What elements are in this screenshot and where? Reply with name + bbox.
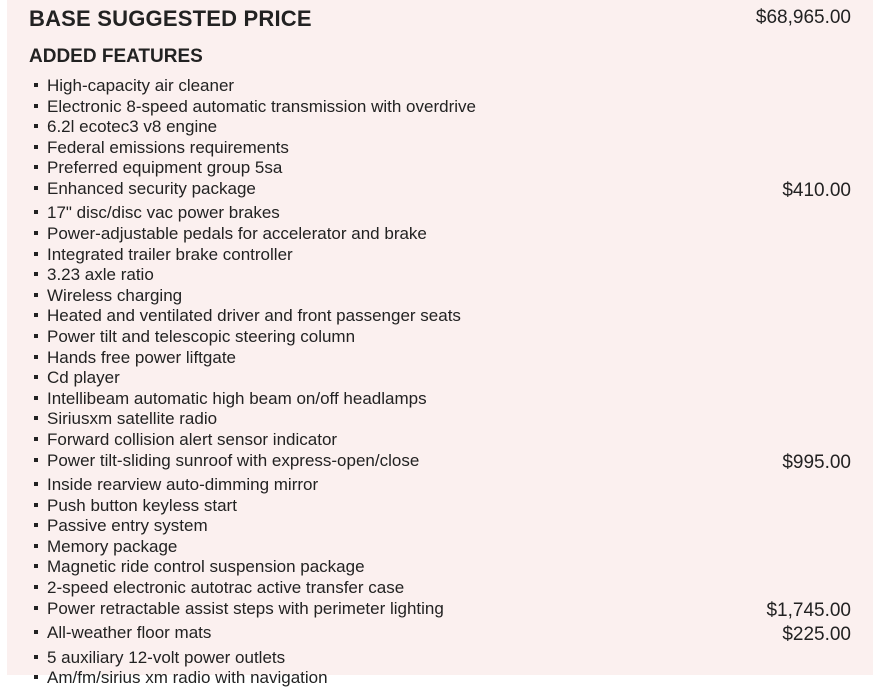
square-bullet-icon (34, 186, 38, 190)
feature-item (32, 668, 851, 689)
feature-price: $410.00 (782, 179, 851, 201)
square-bullet-icon (34, 585, 38, 589)
feature-item (32, 599, 851, 624)
square-bullet-icon (34, 313, 38, 317)
square-bullet-icon (34, 293, 38, 297)
feature-item (32, 623, 851, 648)
square-bullet-icon (34, 523, 38, 527)
feature-label: Wireless charging (47, 285, 183, 305)
added-features-list (32, 76, 851, 689)
feature-label: Passive entry system (47, 516, 208, 536)
feature-label: Memory package (47, 536, 178, 556)
feature-item (32, 117, 851, 138)
feature-item (32, 409, 851, 430)
feature-label: Electronic 8-speed automatic transmission with overdrive (47, 96, 476, 116)
feature-price: $995.00 (782, 451, 851, 473)
feature-item (32, 578, 851, 599)
feature-item (32, 451, 851, 476)
feature-label: High-capacity air cleaner (47, 76, 235, 95)
square-bullet-icon (34, 655, 38, 659)
square-bullet-icon (34, 375, 38, 379)
feature-item (32, 138, 851, 159)
square-bullet-icon (34, 272, 38, 276)
square-bullet-icon (34, 334, 38, 338)
square-bullet-icon (34, 437, 38, 441)
feature-label: Magnetic ride control suspension package (47, 557, 365, 577)
square-bullet-icon (34, 544, 38, 548)
feature-item (32, 348, 851, 369)
feature-item (32, 368, 851, 389)
feature-label: Siriusxm satellite radio (47, 409, 218, 429)
feature-item (32, 245, 851, 266)
feature-label: Push button keyless start (47, 495, 237, 515)
base-price-row (29, 6, 851, 36)
added-features-heading: ADDED FEATURES (29, 46, 203, 67)
square-bullet-icon (34, 355, 38, 359)
square-bullet-icon (34, 396, 38, 400)
base-price-title: BASE SUGGESTED PRICE (29, 6, 312, 31)
feature-label: Forward collision alert sensor indicator (47, 430, 338, 449)
feature-item (32, 430, 851, 451)
feature-label: 3.23 axle ratio (47, 265, 154, 285)
feature-item (32, 286, 851, 307)
square-bullet-icon (34, 606, 38, 610)
feature-label: Federal emissions requirements (47, 137, 289, 157)
feature-item (32, 306, 851, 327)
feature-price: $225.00 (782, 624, 851, 646)
feature-label: 6.2l ecotec3 v8 engine (47, 117, 218, 137)
feature-label: Hands free power liftgate (47, 347, 236, 367)
square-bullet-icon (34, 231, 38, 235)
square-bullet-icon (34, 416, 38, 420)
feature-item (32, 475, 851, 496)
square-bullet-icon (34, 630, 38, 634)
feature-item (32, 557, 851, 578)
feature-item (32, 158, 851, 179)
square-bullet-icon (34, 564, 38, 568)
feature-label: 5 auxiliary 12-volt power outlets (47, 647, 286, 667)
feature-item (32, 224, 851, 245)
square-bullet-icon (34, 145, 38, 149)
price-sheet (7, 0, 873, 688)
square-bullet-icon (34, 210, 38, 214)
square-bullet-icon (34, 83, 38, 87)
feature-label: Cd player (47, 368, 120, 388)
feature-item (32, 203, 851, 224)
square-bullet-icon (34, 252, 38, 256)
feature-label: 2-speed electronic autotrac active transfer case (47, 578, 405, 598)
feature-price: $1,745.00 (766, 599, 851, 621)
feature-label: Power-adjustable pedals for accelerator and brake (47, 224, 427, 244)
feature-item (32, 648, 851, 669)
feature-item (32, 179, 851, 204)
feature-label: Intellibeam automatic high beam on/off headlamps (47, 388, 427, 408)
feature-item (32, 516, 851, 537)
feature-label: Heated and ventilated driver and front passenger seats (47, 306, 461, 326)
feature-label: Power retractable assist steps with perimeter lighting (47, 598, 444, 618)
feature-item (32, 537, 851, 558)
feature-label: Enhanced security package (47, 178, 256, 198)
feature-label: Inside rearview auto-dimming mirror (47, 475, 319, 495)
feature-label: Preferred equipment group 5sa (47, 158, 283, 178)
square-bullet-icon (34, 104, 38, 108)
feature-label: Integrated trailer brake controller (47, 244, 293, 264)
square-bullet-icon (34, 165, 38, 169)
feature-label: Am/fm/sirius xm radio with navigation (47, 668, 328, 688)
square-bullet-icon (34, 503, 38, 507)
square-bullet-icon (34, 482, 38, 486)
feature-label: 17" disc/disc vac power brakes (47, 203, 280, 223)
feature-item (32, 76, 851, 97)
square-bullet-icon (34, 124, 38, 128)
feature-label: All-weather floor mats (47, 623, 212, 643)
feature-item (32, 265, 851, 286)
feature-item (32, 389, 851, 410)
feature-label: Power tilt and telescopic steering column (47, 327, 356, 347)
feature-label: Power tilt-sliding sunroof with express-open/close (47, 450, 420, 470)
square-bullet-icon (34, 675, 38, 679)
base-price-value: $68,965.00 (755, 7, 851, 28)
feature-item (32, 327, 851, 348)
feature-item (32, 496, 851, 517)
feature-item (32, 97, 851, 118)
square-bullet-icon (34, 458, 38, 462)
